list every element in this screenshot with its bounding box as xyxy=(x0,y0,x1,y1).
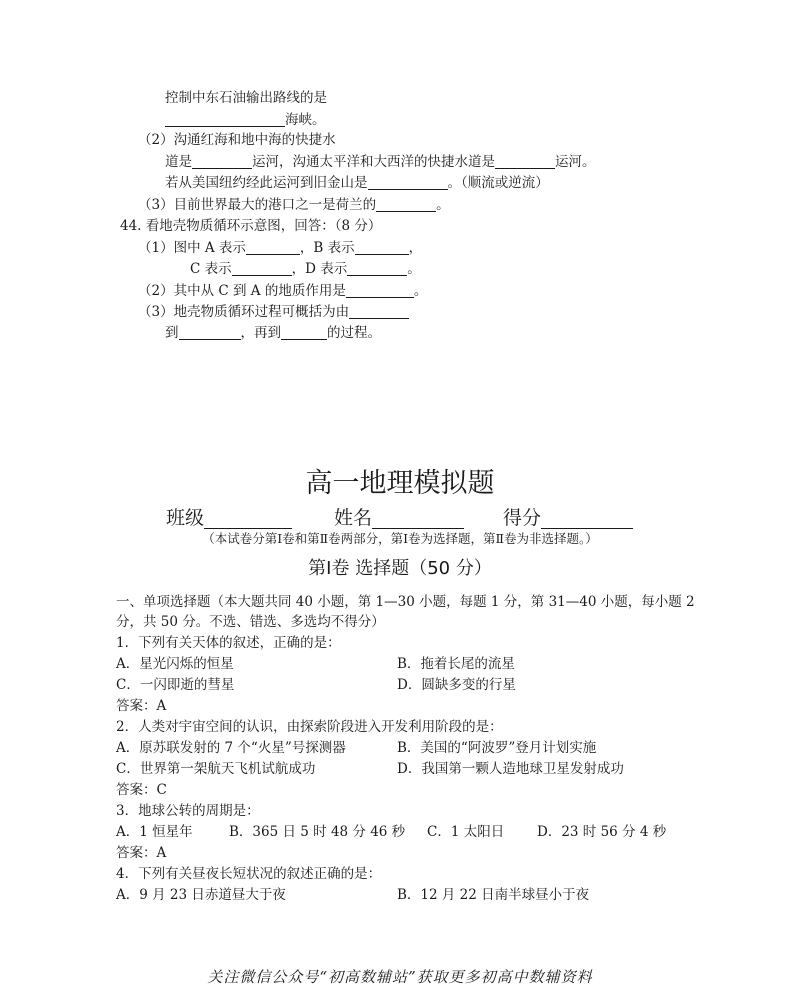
question-44: 44. 看地壳物质循环示意图，回答：（8 分） xyxy=(120,218,382,234)
section-heading: 第Ⅰ卷 选择题（50 分） xyxy=(308,558,492,579)
q3-answer: 答案：A xyxy=(116,845,167,861)
q2-option-b: B．美国的“阿波罗”登月计划实施 xyxy=(397,740,597,756)
q3-option-c: C．1 太阳日 xyxy=(427,824,505,840)
footer-promo: 关注微信公众号“初高数辅站”获取更多初高中数辅资料 xyxy=(207,968,593,986)
page-title: 高一地理模拟题 xyxy=(305,468,495,499)
q2-option-d: D．我国第一颗人造地球卫星发射成功 xyxy=(397,761,624,777)
class-blank xyxy=(204,508,292,529)
answer-blank xyxy=(495,154,555,169)
q2-stem: 2．人类对宇宙空间的认识，由探索阶段进入开发利用阶段的是： xyxy=(116,719,503,735)
q4-stem: 4．下列有关昼夜长短状况的叙述正确的是： xyxy=(116,866,382,882)
upper-line-1: 控制中东石油输出路线的是 xyxy=(165,90,327,106)
q3-stem: 3．地球公转的周期是： xyxy=(116,803,260,819)
q44-part-1-cont: C 表示 ，D 表示 。 xyxy=(190,261,421,277)
answer-blank xyxy=(347,261,407,276)
score-field: 得分 xyxy=(503,505,633,531)
name-field: 姓名 xyxy=(334,505,464,531)
q2-option-c: C．世界第一架航天飞机试航成功 xyxy=(116,761,316,777)
q3-option-d: D．23 时 56 分 4 秒 xyxy=(537,824,667,840)
q44-part-3: （3）地壳物质循环过程可概括为由 xyxy=(138,302,409,322)
part1-intro-2: 分，共 50 分。不选、错选、多选均不得分） xyxy=(116,614,385,630)
q3-option-a: A．1 恒星年 xyxy=(116,824,193,840)
q3-option-b: B．365 日 5 时 48 分 46 秒 xyxy=(229,824,406,840)
upper-line-6: （3）目前世界最大的港口之一是荷兰的 。 xyxy=(138,197,450,213)
answer-blank xyxy=(376,197,436,212)
answer-blank xyxy=(368,175,448,190)
q1-stem: 1．下列有关天体的叙述，正确的是： xyxy=(116,635,341,651)
q2-option-a: A．原苏联发射的 7 个“火星”号探测器 xyxy=(116,740,346,756)
q1-option-d: D．圆缺多变的行星 xyxy=(397,677,516,693)
score-blank xyxy=(541,508,633,529)
exam-note: （本试卷分第Ⅰ卷和第Ⅱ卷两部分，第Ⅰ卷为选择题，第Ⅱ卷为非选择题。） xyxy=(202,531,598,546)
answer-blank xyxy=(192,154,252,169)
answer-blank xyxy=(355,240,409,255)
answer-blank xyxy=(165,112,285,127)
q1-option-b: B．拖着长尾的流星 xyxy=(397,656,515,672)
part1-intro-1: 一、单项选择题（本大题共同 40 小题，第 1—30 小题，每题 1 分，第 31—40 小题，每小题 2 xyxy=(116,594,695,610)
answer-blank xyxy=(281,325,327,340)
q44-part-1: （1）图中 A 表示 ，B 表示 ， xyxy=(138,240,423,256)
q1-option-c: C．一闪即逝的彗星 xyxy=(116,677,235,693)
upper-line-2: 海峡。 xyxy=(165,110,326,130)
answer-blank xyxy=(349,304,409,319)
q4-option-b: B．12 月 22 日南半球昼小于夜 xyxy=(397,887,590,903)
q1-answer: 答案：A xyxy=(116,698,167,714)
q2-answer: 答案：C xyxy=(116,782,167,798)
upper-line-3: （2）沟通红海和地中海的快捷水 xyxy=(138,132,336,148)
name-blank xyxy=(372,508,464,529)
q44-part-3-cont: 到 ，再到 的过程。 xyxy=(165,325,381,341)
answer-blank xyxy=(346,283,414,298)
class-field: 班级 xyxy=(166,505,292,531)
answer-blank xyxy=(232,261,292,276)
q1-option-a: A．星光闪烁的恒星 xyxy=(116,656,234,672)
q44-part-2: （2）其中从 C 到 A 的地质作用是 。 xyxy=(138,283,428,299)
upper-line-5: 若从美国纽约经此运河到旧金山是 。（顺流或逆流） xyxy=(165,175,549,191)
answer-blank xyxy=(246,240,300,255)
upper-line-4: 道是 运河，沟通太平洋和大西洋的快捷水道是 运河。 xyxy=(165,154,596,170)
q4-option-a: A．9 月 23 日赤道昼大于夜 xyxy=(116,887,286,903)
answer-blank xyxy=(179,325,241,340)
